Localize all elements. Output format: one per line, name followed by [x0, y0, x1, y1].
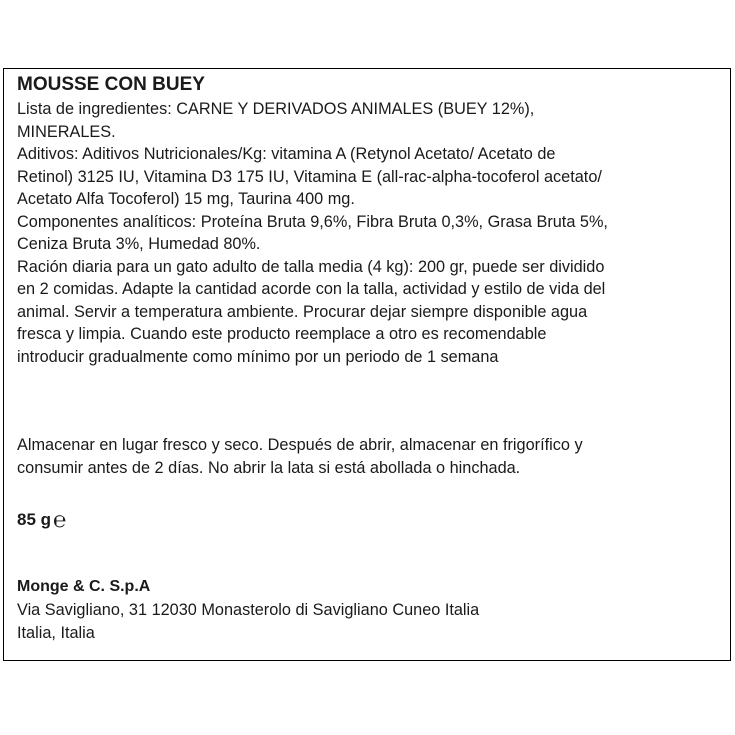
product-title: MOUSSE CON BUEY — [17, 74, 205, 95]
manufacturer-country: Italia, Italia — [17, 623, 95, 642]
estimated-sign-icon: ℮ — [53, 507, 67, 532]
label-content — [17, 72, 727, 642]
manufacturer-address: Via Savigliano, 31 12030 Monasterolo di Savigliano Cuneo Italia — [17, 601, 480, 619]
net-weight — [17, 508, 66, 532]
additives-text: Aditivos: Aditivos Nutricionales/Kg: vitamina A (Retynol Acetato/ Acetato de Retinol) 3125 IU, Vitamina D3 175 IU, Vitamina E (all-rac-alpha-tocoferol acetato/ Acetato Alfa Tocoferol) 15 mg, Taurina 400 mg. — [17, 145, 602, 208]
analytical-components-text: Componentes analíticos: Proteína Bruta 9,6%, Fibra Bruta 0,3%, Grasa Bruta 5%, Ceniza Bruta 3%, Humedad 80%. — [17, 212, 608, 253]
manufacturer-block — [17, 575, 727, 644]
feeding-instructions-text: Ración diaria para un gato adulto de talla media (4 kg): 200 gr, puede ser dividido en 2 comidas. Adapte la cantidad acorde con la talla, actividad y estilo de vida del animal. Servir a temperatura ambiente. Procurar dejar siempre disponible agua fresca y limpia. Cuando este producto reemplace a otro es recomendable introducir gradualmente como mínimo por un periodo de 1 semana — [17, 257, 606, 366]
net-weight-value: 85 g — [17, 510, 52, 529]
storage-instructions-text: Almacenar en lugar fresco y seco. Después de abrir, almacenar en frigorífico y consumir antes de 2 días. No abrir la lata si está abollada o hinchada. — [17, 436, 583, 477]
manufacturer-name: Monge & C. S.p.A — [17, 578, 151, 595]
product-label-box — [3, 68, 731, 661]
ingredients-text: Lista de ingredientes: CARNE Y DERIVADOS ANIMALES (BUEY 12%), MINERALES. — [17, 100, 535, 141]
